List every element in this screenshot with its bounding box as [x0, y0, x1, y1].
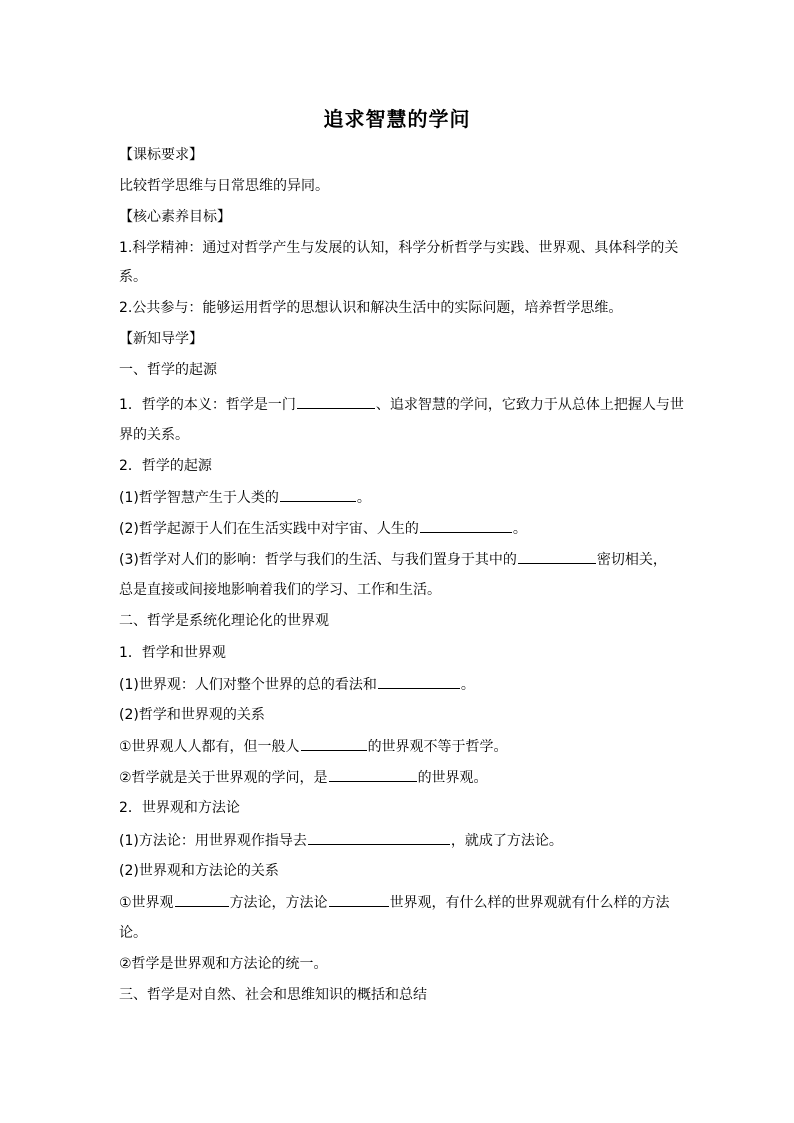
paragraph-line: 总是直接或间接地影响着我们的学习、工作和生活。 — [119, 582, 441, 598]
line-text: (3)哲学对人们的影响：哲学与我们的生活、与我们置身于其中的 — [119, 552, 517, 568]
line-text: (1)世界观：人们对整个世界的总的看法和 — [119, 677, 377, 693]
paragraph-line: 比较哲学思维与日常思维的异同。 — [119, 178, 329, 194]
paragraph-line: 系。 — [119, 269, 147, 285]
answer-blank[interactable] — [378, 674, 460, 689]
line-text: 密切相关， — [596, 552, 667, 568]
fill-in-line — [119, 394, 684, 415]
paragraph-line: (2)哲学和世界观的关系 — [119, 707, 265, 723]
paragraph-line: 2.公共参与：能够运用哲学的思想认识和解决生活中的实际问题，培养哲学思维。 — [119, 300, 623, 316]
answer-blank[interactable] — [297, 394, 375, 409]
answer-blank[interactable] — [301, 736, 367, 751]
subheading-line: 1．哲学和世界观 — [119, 645, 226, 661]
line-text: ②哲学就是关于世界观的学问，是 — [119, 770, 328, 786]
paragraph-line: ②哲学是世界观和方法论的统一。 — [119, 956, 328, 972]
paragraph-line: (2)世界观和方法论的关系 — [119, 863, 279, 879]
subheading-line: 二、哲学是系统化理论化的世界观 — [119, 613, 329, 629]
fill-in-line — [119, 518, 679, 539]
subheading-line: 三、哲学是对自然、社会和思维知识的概括和总结 — [119, 987, 427, 1003]
document-title: 追求智慧的学问 — [323, 107, 471, 131]
line-text: 。 — [356, 490, 371, 506]
line-text: 1．哲学的本义：哲学是一门 — [119, 397, 296, 413]
line-text: ①世界观 — [119, 895, 174, 911]
fill-in-line — [119, 487, 679, 508]
line-text: 的世界观不等于哲学。 — [367, 739, 508, 755]
line-text: 方法论，方法论 — [229, 895, 328, 911]
line-text: 。 — [460, 677, 475, 693]
answer-blank[interactable] — [329, 767, 417, 782]
fill-in-line — [119, 830, 679, 851]
answer-blank[interactable] — [518, 549, 596, 564]
fill-in-line — [119, 674, 679, 695]
section-heading-curriculum: 【课标要求】 — [119, 147, 203, 163]
line-text: 、追求智慧的学问，它致力于从总体上把握人与世 — [375, 397, 684, 413]
line-text: 。 — [512, 521, 527, 537]
answer-blank[interactable] — [280, 487, 356, 502]
fill-in-line — [119, 892, 679, 913]
paragraph-line: 论。 — [119, 925, 147, 941]
subheading-line: 2．哲学的起源 — [119, 458, 212, 474]
answer-blank[interactable] — [175, 892, 229, 907]
line-text: (1)方法论：用世界观作指导去 — [119, 833, 307, 849]
paragraph-line: 1.科学精神：通过对哲学产生与发展的认知，科学分析哲学与实践、世界观、具体科学的关 — [119, 240, 679, 256]
paragraph-line: 界的关系。 — [119, 427, 189, 443]
fill-in-line — [119, 736, 679, 757]
line-text: (1)哲学智慧产生于人类的 — [119, 490, 279, 506]
answer-blank[interactable] — [329, 892, 389, 907]
line-text: 世界观，有什么样的世界观就有什么样的方法 — [389, 895, 670, 911]
subheading-line: 2．世界观和方法论 — [119, 800, 240, 816]
fill-in-line — [119, 549, 679, 570]
section-heading-core-goals: 【核心素养目标】 — [119, 209, 231, 225]
line-text: (2)哲学起源于人们在生活实践中对宇宙、人生的 — [119, 521, 419, 537]
fill-in-line — [119, 767, 679, 788]
answer-blank[interactable] — [308, 830, 450, 845]
answer-blank[interactable] — [420, 518, 512, 533]
subheading-line: 一、哲学的起源 — [119, 362, 217, 378]
section-heading-new-knowledge: 【新知导学】 — [119, 331, 203, 347]
line-text: 的世界观。 — [417, 770, 488, 786]
line-text: ①世界观人人都有，但一般人 — [119, 739, 300, 755]
line-text: ，就成了方法论。 — [450, 833, 563, 849]
